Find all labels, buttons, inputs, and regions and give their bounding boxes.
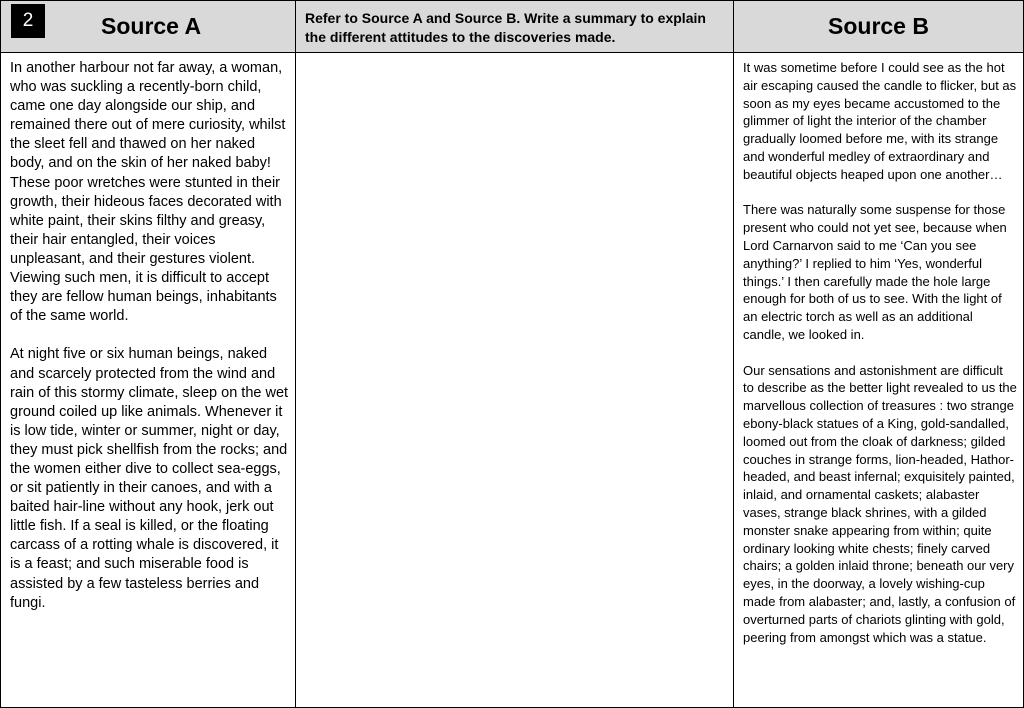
summary-header	[296, 1, 733, 53]
source-b-text: It was sometime before I could see as the hot air escaping caused the candle to flicker, but as soon as my eyes became accustomed to the glimmer of light the interior of the chamber gradually loomed before me, with its strange and wonderful medley of extraordinary and beautiful objects heaped upon one another… There was naturally some suspense for those present who could not yet see, because when Lord Carnarvon said to me ‘Can you see anything?’ I replied to him ‘Yes, wonderful things.’ I then carefully made the hole large enough for both of us to see. With the light of an electric torch as well as an additional candle, we looked in. Our sensations and astonishment are difficult to describe as the better light revealed to us the marvellous collection of treasures : two strange ebony-black statues of a King, gold-sandalled, loomed out from the cloak of darkness; gilded couches in strange forms, lion-headed, Hathor-headed, and beast infernal; exquisitely painted, inlaid, and ornamental caskets; alabaster vases, strange black shrines, with a gilded monster snake appearing from within; quite ordinary looking white chests; finely carved chairs; a golden inlaid throne; beneath our very eyes, in the doorway, a lovely wishing-cup made from alabaster; and, lastly, a confusion of overturned parts of chariots glinting with gold, peering from amongst which was a statue.	[743, 60, 1017, 645]
source-a-header	[1, 1, 295, 53]
summary-instruction: Refer to Source A and Source B. Write a summary to explain the different attitudes to the discoveries made.	[305, 10, 706, 45]
source-a-text: In another harbour not far away, a woman, who was suckling a recently-born child, came one day alongside our ship, and remained there out of mere curiosity, whilst the sleet fell and thawed on her naked body, and on the skin of her naked baby! These poor wretches were stunted in their growth, their hideous faces decorated with white paint, their skins filthy and greasy, their hair entangled, their voices unpleasant, and their gestures violent. Viewing such men, it is difficult to accept they are fellow human beings, inhabitants of the same world. At night five or six human beings, naked and scarcely protected from the wind and rain of this stormy climate, sleep on the wet ground coiled up like animals. Whenever it is low tide, winter or summer, night or day, they must pick shellfish from the rocks; and the women either dive to collect sea-eggs, or sit patiently in their canoes, and with a baited hair-line without any hook, jerk out little fish. If a seal is killed, or the floating carcass of a rotting whale is discovered, it is a feast; and such miserable food is assisted by a few tasteless berries and fungi.	[10, 60, 289, 611]
activity-number-badge: 2	[11, 4, 45, 38]
summary-column	[296, 1, 734, 707]
summary-answer-area[interactable]	[296, 53, 733, 707]
source-a-title: Source A	[101, 13, 202, 39]
source-b-header	[734, 1, 1023, 53]
source-b-title: Source B	[828, 13, 929, 39]
source-a-column	[1, 1, 296, 707]
source-b-column	[734, 1, 1023, 707]
